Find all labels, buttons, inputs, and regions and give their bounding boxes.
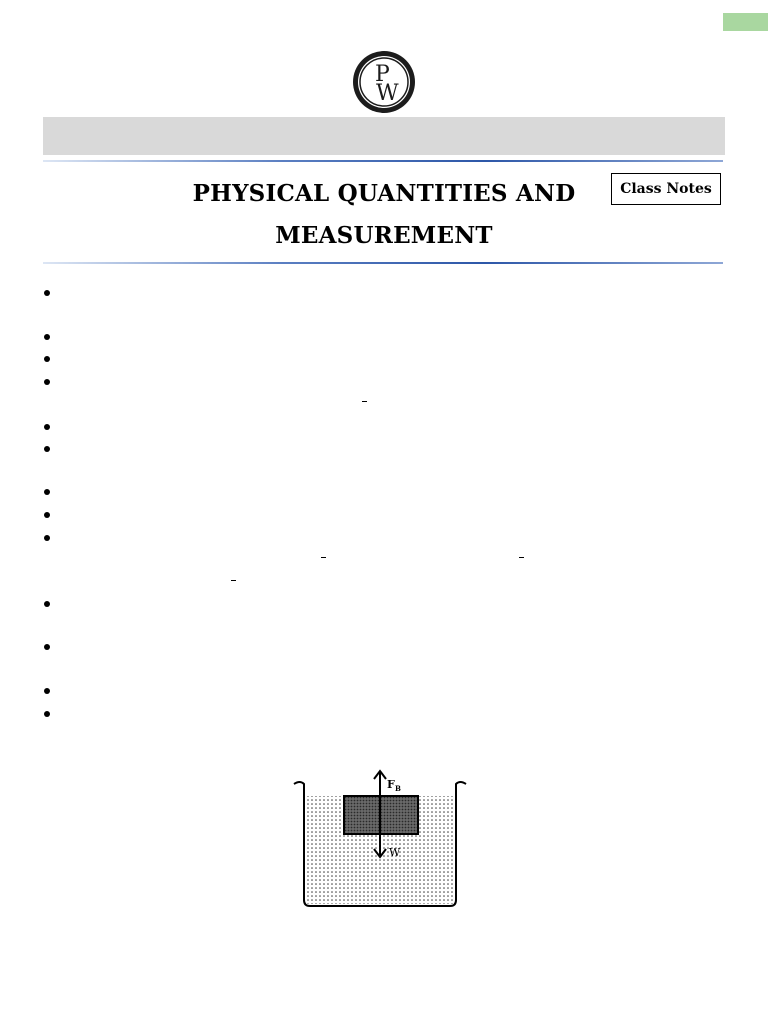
list-bullet: [44, 601, 50, 607]
list-bullet: [44, 356, 50, 362]
list-bullet: [44, 290, 50, 296]
list-bullet: [44, 535, 50, 541]
list-bullet: [44, 688, 50, 694]
list-bullet: [44, 489, 50, 495]
list-bullet: [44, 512, 50, 518]
list-bullet: [44, 334, 50, 340]
header-band: [43, 117, 725, 155]
logo-letter-w: W: [376, 81, 399, 106]
list-bullet: [44, 446, 50, 452]
class-notes-badge: [611, 173, 721, 205]
label-buoyant-force: F: [387, 778, 395, 791]
text-mark: [362, 401, 367, 402]
logo-letter-p: P: [375, 62, 390, 87]
label-buoyant-force-sub: B: [395, 784, 401, 793]
text-mark: [321, 557, 326, 558]
page-title: [160, 173, 608, 257]
pw-logo-icon: [353, 51, 415, 113]
class-notes-label: Class Notes: [620, 181, 712, 197]
title-line-2: MEASUREMENT: [275, 222, 493, 249]
corner-tab: [723, 13, 768, 31]
title-rule-top: [43, 160, 723, 162]
list-bullet: [44, 711, 50, 717]
label-weight: W: [389, 846, 401, 859]
title-rule-bottom: [43, 262, 723, 264]
text-mark: [231, 580, 236, 581]
title-line-1: PHYSICAL QUANTITIES AND: [192, 180, 576, 207]
list-bullet: [44, 424, 50, 430]
list-bullet: [44, 644, 50, 650]
text-mark: [519, 557, 524, 558]
buoyancy-diagram: [290, 766, 468, 912]
list-bullet: [44, 379, 50, 385]
